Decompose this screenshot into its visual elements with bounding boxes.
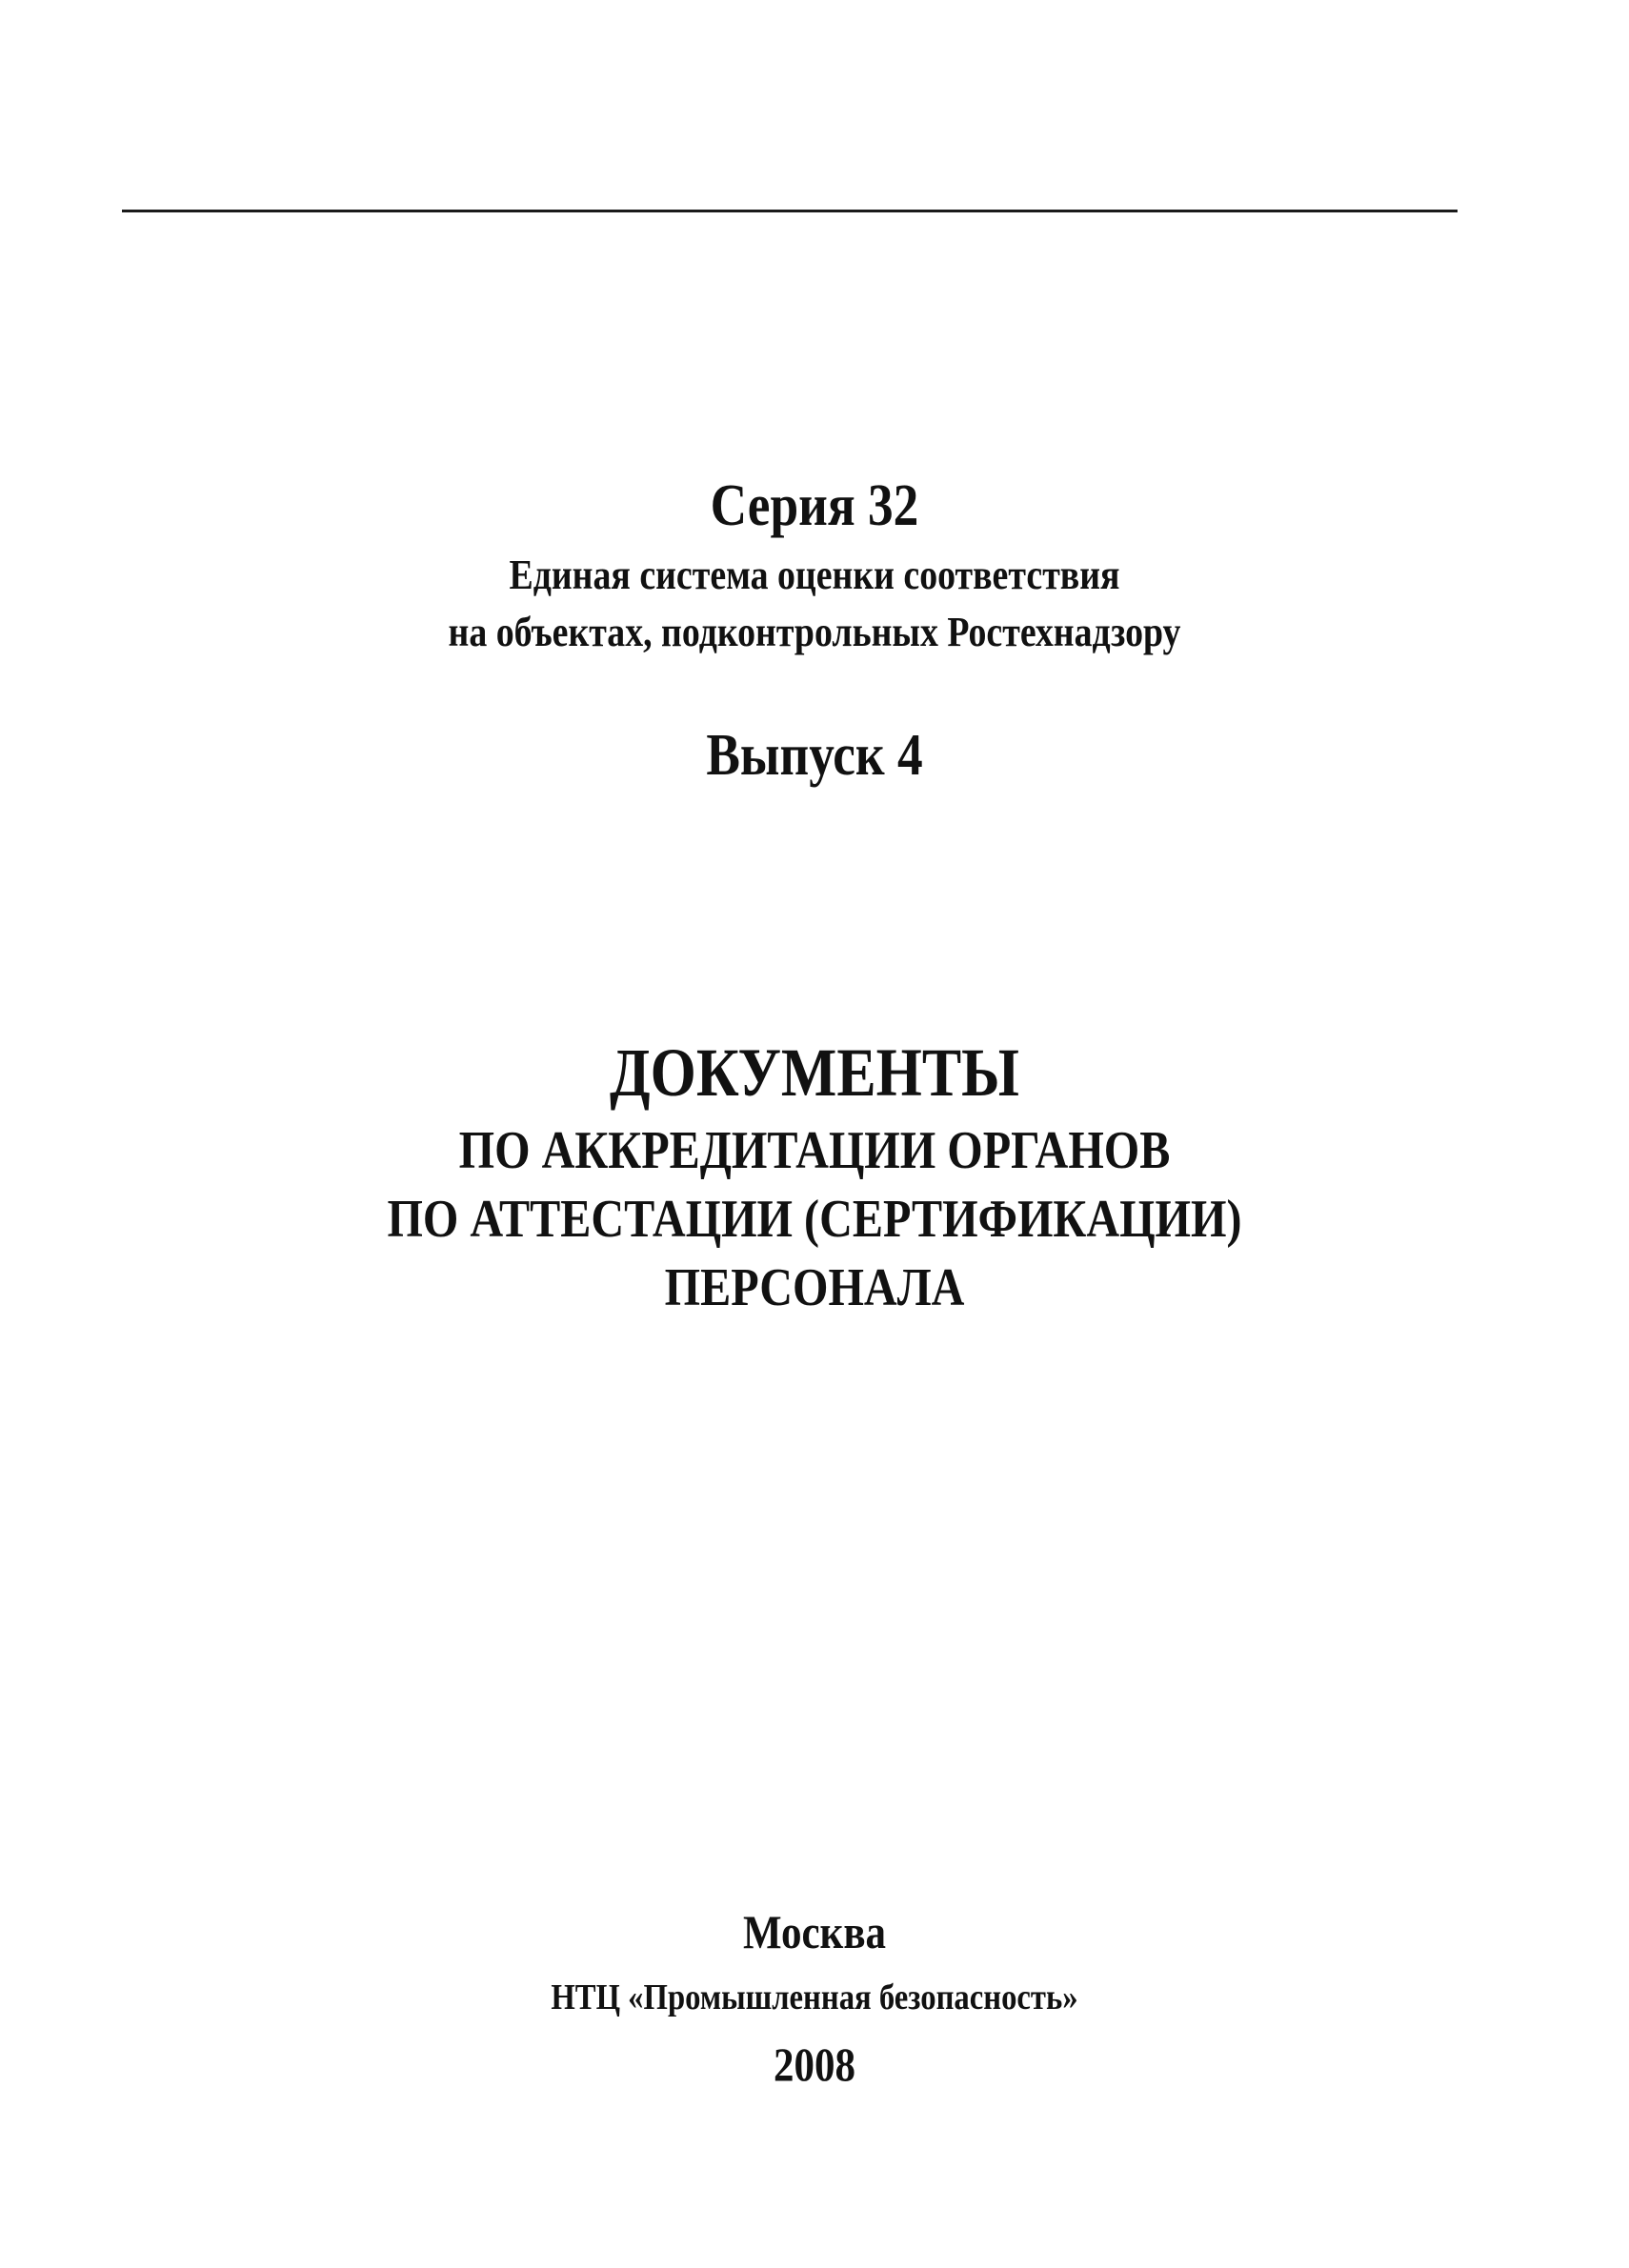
imprint-city: Москва bbox=[742, 1905, 887, 1958]
document-subtitle-line-3: ПЕРСОНАЛА bbox=[664, 1258, 965, 1317]
series-subtitle-line-1: Единая система оценки соответствия bbox=[509, 552, 1120, 598]
document-title: ДОКУМЕНТЫ bbox=[610, 1034, 1019, 1111]
document-subtitle-line-1: ПО АККРЕДИТАЦИИ ОРГАНОВ bbox=[458, 1121, 1171, 1180]
top-divider bbox=[122, 210, 1458, 212]
series-title: Серия 32 bbox=[710, 473, 919, 538]
document-subtitle-line-2: ПО АТТЕСТАЦИИ (СЕРТИФИКАЦИИ) bbox=[387, 1190, 1242, 1249]
issue-number: Выпуск 4 bbox=[706, 723, 923, 788]
imprint-year: 2008 bbox=[774, 2037, 855, 2091]
series-subtitle-line-2: на объектах, подконтрольных Ростехнадзору bbox=[448, 609, 1181, 655]
imprint-publisher: НТЦ «Промышленная безопасность» bbox=[551, 1977, 1078, 2017]
